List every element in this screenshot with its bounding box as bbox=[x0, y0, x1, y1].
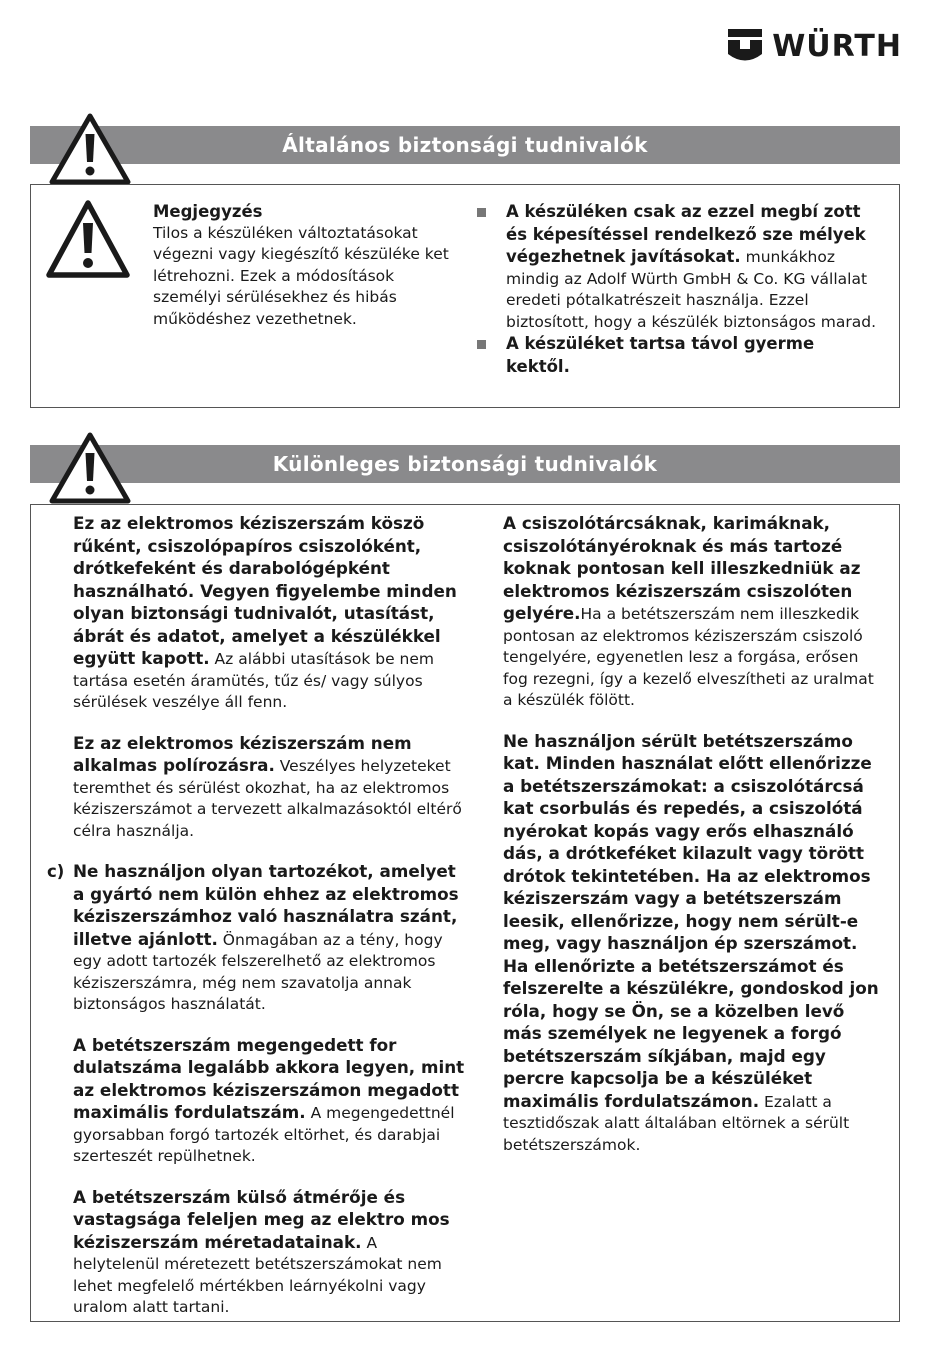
item-label: c) bbox=[47, 862, 65, 881]
item-label bbox=[47, 513, 73, 714]
paragraph-bold: A betétszerszám megengedett for dulatszáma legalább akkora legyen, mint az elektromos kéziszerszámon megadott maximális fordulatszám. bbox=[73, 1034, 465, 1122]
section-title: Különleges biztonsági tudnivalók bbox=[272, 452, 658, 476]
paragraph-bold: Ez az elektromos kéziszerszám köszö rűként, csiszolópapíros csiszolóként, drótkefeként és darabológépként használható. Vegyen figyelembe minden olyan biztonsági tudnivalót, utasítást, ábrát és adatot, amelyet a készülékkel együtt kapott. bbox=[73, 513, 457, 668]
item-label bbox=[47, 1035, 73, 1168]
warning-icon bbox=[43, 197, 133, 281]
safety-paragraph bbox=[47, 513, 467, 714]
safety-paragraph bbox=[503, 513, 883, 712]
bullet-square-icon bbox=[477, 340, 486, 349]
bullet-bold-text: A készüléket tartsa távol gyerme kektől. bbox=[506, 334, 815, 376]
safety-paragraph bbox=[47, 861, 467, 1016]
paragraph-text: Önmagában az a tény, hogy egy adott tartozék felszerelhető az elektromos kéziszerszámra, még nem szavatolja annak biztonságos használatát. bbox=[73, 930, 443, 1013]
paragraph-text: Az alábbi utasítások be nem tartása esetén áramütés, tűz és/ vagy súlyos sérülések veszélye áll fenn. bbox=[73, 650, 435, 711]
paragraph-bold: Ne használjon olyan tartozékot, amelyet a gyártó nem külön ehhez az elektromos kéziszerszámhoz való használatra szánt, illetve ajánlott. bbox=[73, 861, 459, 949]
paragraph-text: A megengedettnél gyorsabban forgó tartozék eltörhet, és darabjai szerteszét repülhetnek. bbox=[73, 1104, 455, 1165]
note-title: Megjegyzés bbox=[153, 202, 263, 221]
logo-text: WÜRTH bbox=[772, 28, 902, 64]
wurth-logo-icon bbox=[726, 27, 764, 65]
safety-paragraph bbox=[47, 1187, 467, 1319]
bullet-item bbox=[477, 333, 877, 378]
wurth-logo bbox=[726, 24, 902, 68]
paragraph-bold: A betétszerszám külső átmérője és vastagsága feleljen meg az elektro mos kéziszerszám méretadatainak. bbox=[73, 1186, 450, 1252]
safety-paragraph bbox=[47, 1035, 467, 1168]
item-label bbox=[47, 733, 73, 843]
bullet-text: munkákhoz mindig az Adolf Würth GmbH & Co. KG vállalat eredeti pótalkatrészeit használja. Ezzel biztosított, hogy a készülék biztonságos marad. bbox=[506, 248, 877, 331]
section-header-general bbox=[30, 126, 900, 164]
bullet-item bbox=[477, 201, 877, 333]
section-title: Általános biztonsági tudnivalók bbox=[282, 133, 648, 157]
safety-paragraph bbox=[47, 733, 467, 843]
note-text: Tilos a készüléken változtatásokat végezni vagy kiegészítő készüléke ket létrehozni. Ezek a módosítások személyi sérülésekhez és hibás működéshez vezethetnek. bbox=[153, 223, 449, 328]
paragraph-text: Veszélyes helyzeteket teremthet és sérülést okozhat, ha az elektromos kéziszerszámot a tervezett alkalmazásoktól eltérő célra használja. bbox=[73, 757, 462, 840]
paragraph-text: A helytelenül méretezett betétszerszámokat nem lehet megfelelő mértékben leárnyékolni vagy uralom alatt tartani. bbox=[73, 1233, 442, 1316]
paragraph-bold: Ne használjon sérült betétszerszámo kat. Minden használat előtt ellenőrizze a betétszerszámokat: a csiszolótárcsá kat csorbulás és repedés, a csiszolótá nyérokat kopás vagy erős elhasználó dás, a drótkeféket kilazult vagy törött drótok tekintetében. Ha az elektromos kéziszerszám vagy a betétszerszám leesik, ellenőrizze, hogy nem sérült-e meg, vagy használjon ép szerszámot. Ha ellenőrizte a betétszerszámot és felszerelte a készülékre, gondoskod jon róla, hogy se Ön, se a közelben levő más személyek ne legyenek a forgó betétszerszám síkjában, majd egy percre kapcsolja be a készüléket maximális fordulatszámon. bbox=[503, 730, 879, 1111]
paragraph-text: Ha a betétszerszám nem illeszkedik pontosan az elektromos kéziszerszám csiszoló tengelyére, egyenetlen lesz a forgása, erősen fog rezegni, így a kezelő elveszítheti az uralmat a készülék fölött. bbox=[503, 605, 874, 709]
paragraph-bold: Ez az elektromos kéziszerszám nem alkalmas polírozásra. bbox=[73, 732, 412, 775]
bullet-list bbox=[477, 201, 877, 378]
item-label bbox=[47, 1187, 73, 1319]
right-column bbox=[503, 513, 883, 1175]
special-safety-box bbox=[30, 504, 900, 1322]
paragraph-bold: A csiszolótárcsáknak, karimáknak, csiszolótányéroknak és más tartozé koknak pontosan kell illeszkedniük az elektromos kéziszerszám csiszolóten gelyére. bbox=[503, 513, 861, 623]
left-column bbox=[47, 513, 467, 1338]
general-safety-box bbox=[30, 184, 900, 408]
paragraph-text: Ezalatt a tesztidőszak alatt általában eltörnek a sérült betétszerszámok. bbox=[503, 1092, 850, 1154]
safety-paragraph bbox=[503, 731, 883, 1157]
note-block bbox=[153, 201, 463, 330]
bullet-bold-text: A készüléken csak az ezzel megbí zott és képesítéssel rendelkező sze mélyek végezhetnek javításokat. bbox=[506, 202, 866, 266]
bullet-square-icon bbox=[477, 208, 486, 217]
section-header-special bbox=[30, 445, 900, 483]
